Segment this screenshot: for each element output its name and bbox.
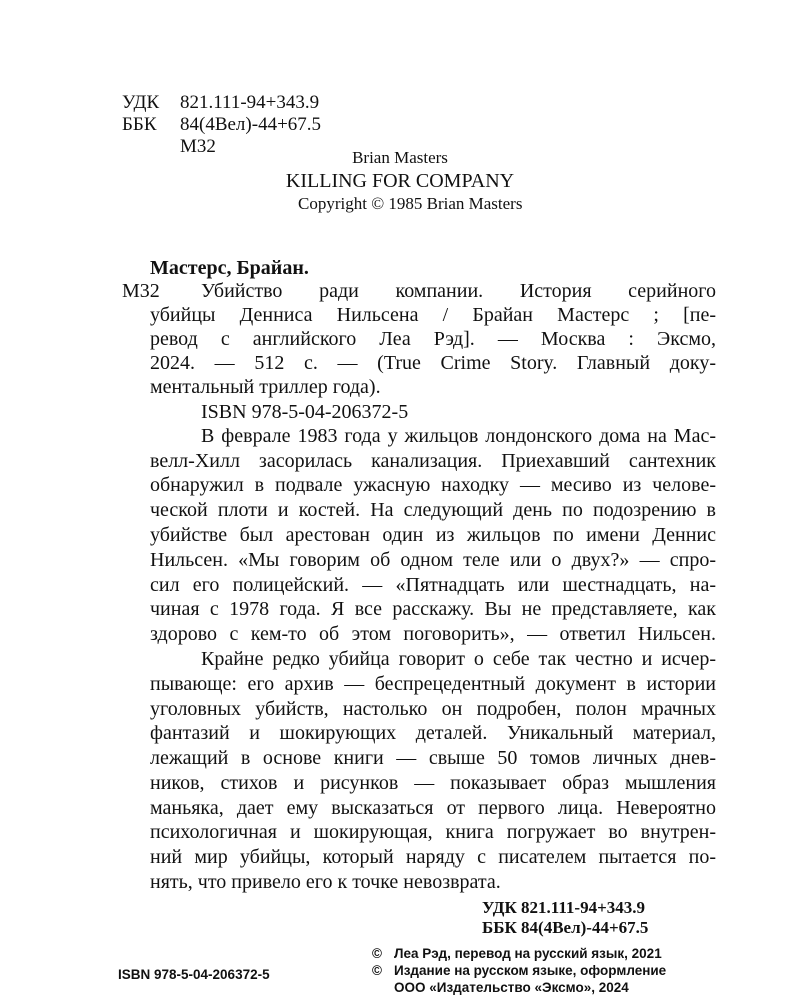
- catalog-line: ревод с английского Леа Рэд]. — Москва : Эксмо,: [150, 328, 716, 350]
- catalog-line: 2024. — 512 с. — (True Crime Story. Главный доку-: [150, 352, 716, 374]
- copyright-symbol: ©: [372, 963, 382, 978]
- original-title: KILLING FOR COMPANY: [285, 170, 515, 192]
- catalog-author-mark: М32: [122, 280, 160, 302]
- copyright-edition-line2: ООО «Издательство «Эксмо», 2024: [394, 980, 629, 995]
- annotation-line: убийстве был арестован один из жильцов по имени Деннис: [150, 524, 716, 546]
- author-mark-header: М32: [180, 136, 216, 157]
- annotation-line: нять, что привело его к точке невозврата.: [150, 871, 501, 893]
- annotation-line: пывающе: его архив — беспрецедентный документ в истории: [150, 673, 716, 695]
- annotation-line: ников, стихов и рисунков — показывает образ мышления: [150, 772, 716, 794]
- annotation-line: ческой плоти и костей. На следующий день по подозрению в: [150, 499, 716, 521]
- original-copyright: Copyright © 1985 Brian Masters: [298, 194, 523, 213]
- catalog-line: ментальный триллер года).: [150, 376, 381, 398]
- bbk-value: 84(4Вел)-44+67.5: [180, 114, 322, 135]
- annotation-line: фантазий и шокирующих деталей. Уникальный материал,: [150, 722, 716, 744]
- annotation-line: ний мир убийцы, который наряду с писателем пытается по-: [150, 846, 716, 868]
- bottom-isbn: ISBN 978-5-04-206372-5: [118, 967, 270, 982]
- annotation-line: лежащий в основе книги — свыше 50 томов личных днев-: [150, 747, 716, 769]
- udk-label: УДК: [122, 92, 160, 113]
- annotation-line: здорово с кем-то об этом поговорить», — ответил Нильсен.: [150, 623, 716, 645]
- original-author: Brian Masters: [352, 148, 448, 167]
- annotation-line: В феврале 1983 года у жильцов лондонского дома на Мас-: [201, 425, 716, 447]
- annotation-line: обнаружил в подвале ужасную находку — месиво из челове-: [150, 474, 716, 496]
- annotation-line: психологичная и шокирующая, книга погружает во внутрен-: [150, 821, 716, 843]
- copyright-symbol: ©: [372, 946, 382, 961]
- udk-line: [122, 92, 319, 114]
- bbk-label: ББК: [122, 114, 157, 135]
- footer-udk: УДК 821.111-94+343.9: [482, 898, 646, 917]
- annotation-line: маньяка, дает ему высказаться от первого лица. Невероятно: [150, 797, 716, 819]
- catalog-line: убийцы Денниса Нильсена / Брайан Мастерс ; [пе-: [150, 304, 716, 326]
- annotation-line: Крайне редко убийца говорит о себе так честно и исчер-: [201, 648, 716, 670]
- annotation-line: велл-Хилл засорилась канализация. Приехавший сантехник: [150, 450, 716, 472]
- copyright-edition-line1: Издание на русском языке, оформление: [394, 963, 667, 978]
- udk-value: 821.111-94+343.9: [180, 92, 320, 113]
- annotation-line: сил его полицейский. — «Пятнадцать или шестнадцать, на-: [150, 574, 716, 596]
- annotation-line: уголовных убийств, настолько он подробен, полон мрачных: [150, 698, 716, 720]
- catalog-isbn: ISBN 978-5-04-206372-5: [201, 401, 409, 423]
- bbk-line: [122, 114, 321, 136]
- copyright-translation: Леа Рэд, перевод на русский язык, 2021: [394, 946, 662, 961]
- catalog-author-heading: Мастерс, Брайан.: [150, 257, 309, 279]
- footer-bbk: ББК 84(4Вел)-44+67.5: [482, 918, 649, 937]
- annotation-line: Нильсен. «Мы говорим об одном теле или о двух?» — спро-: [150, 549, 716, 571]
- annotation-line: чиная с 1978 года. Я все расскажу. Вы не представляете, как: [150, 598, 716, 620]
- catalog-line: Убийство ради компании. История серийного: [201, 280, 716, 302]
